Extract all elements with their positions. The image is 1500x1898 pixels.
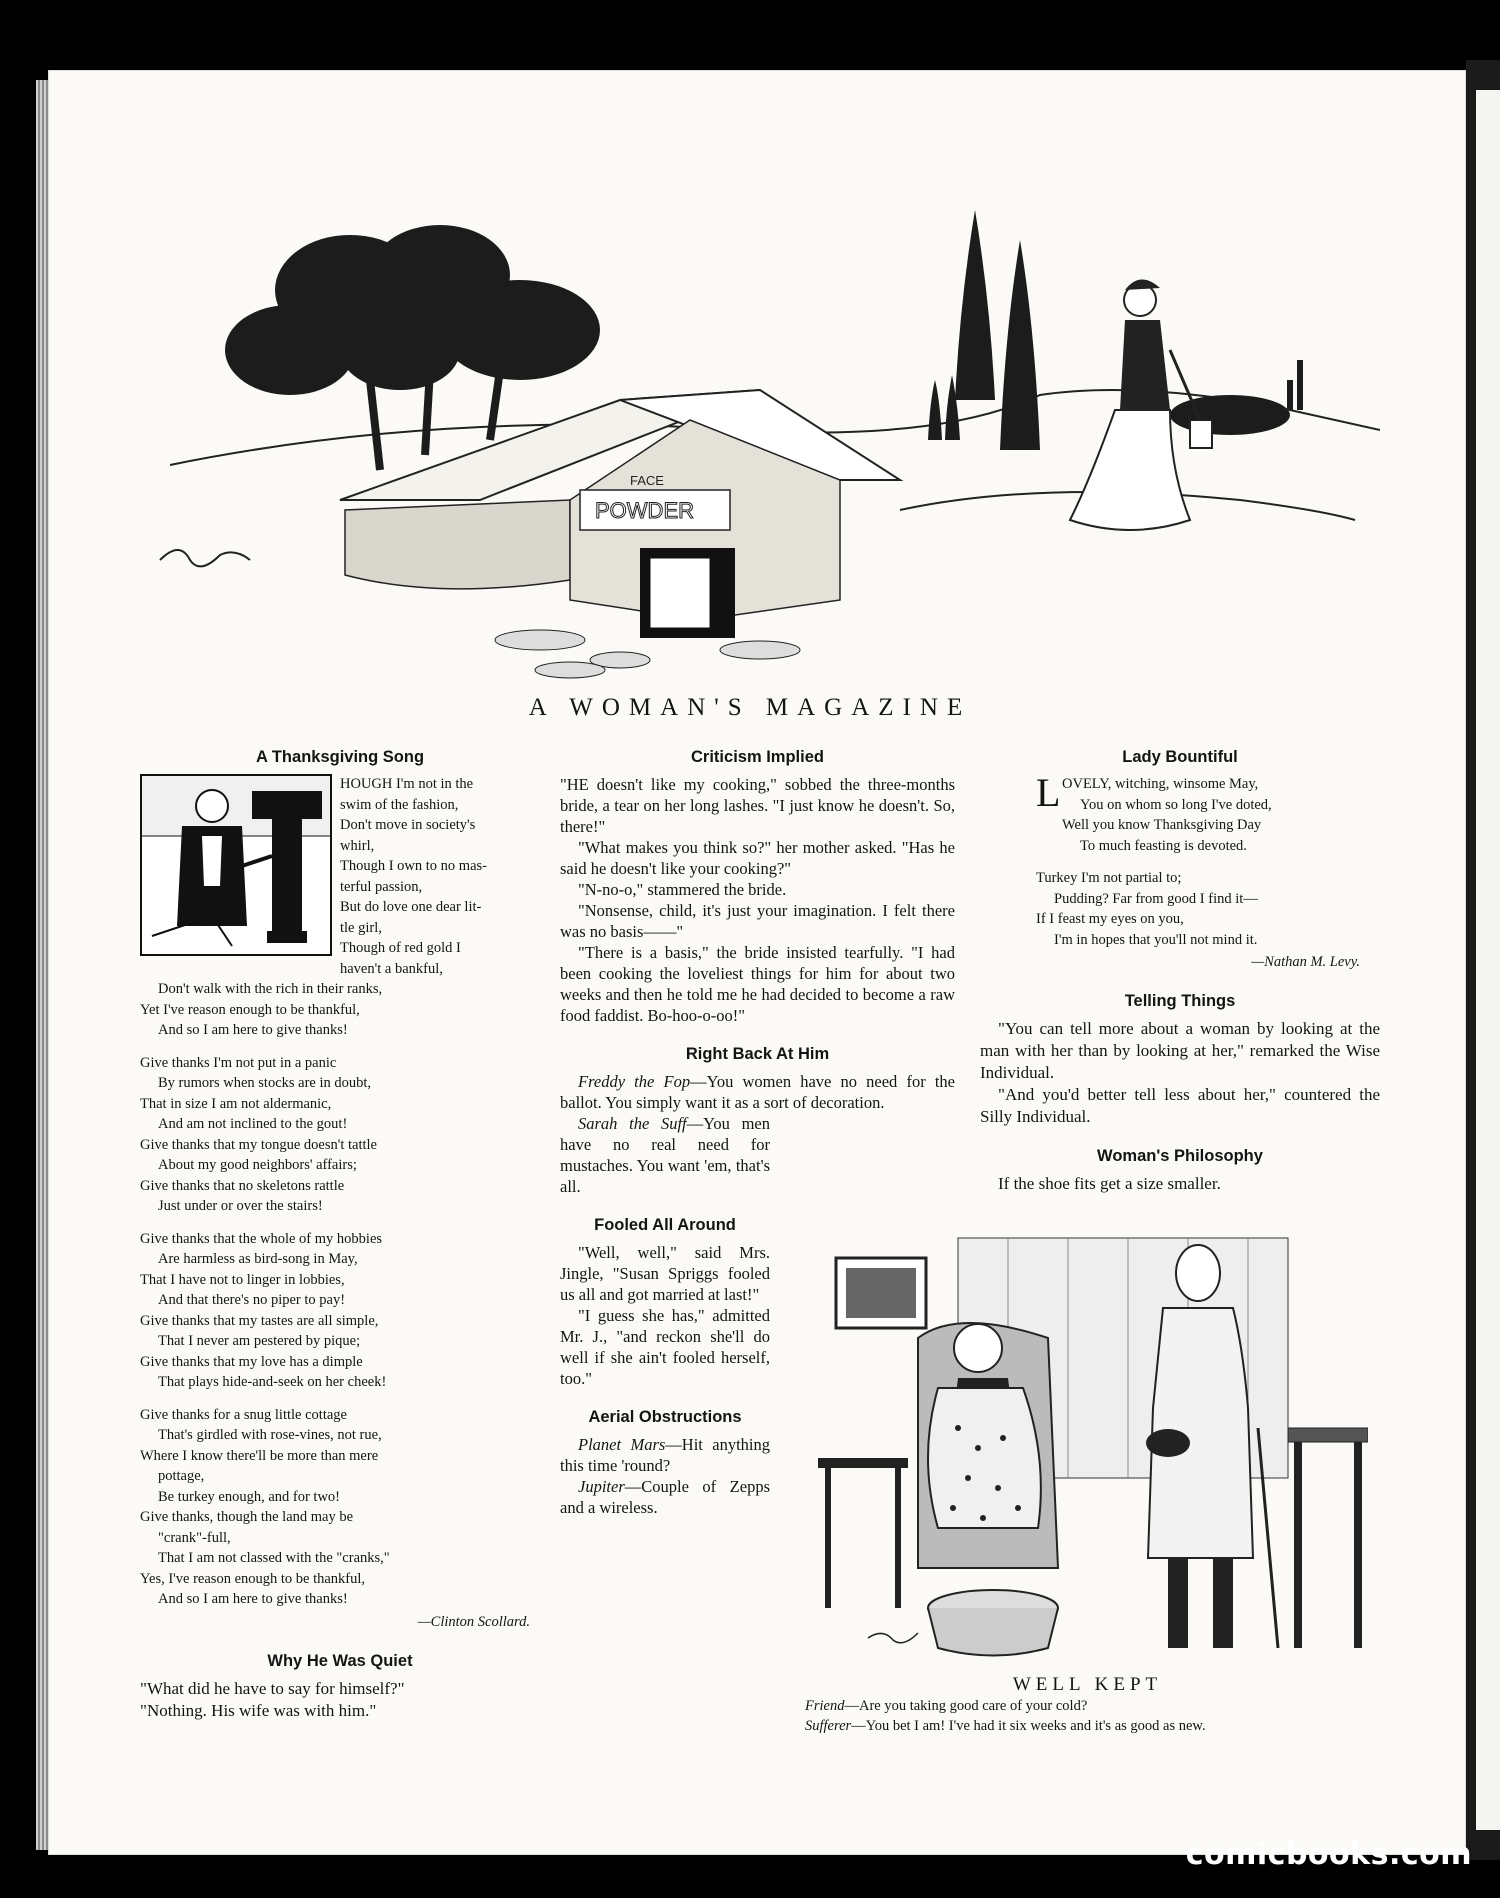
criticism-first-paragraph: "HE doesn't like my cooking," sobbed the three-months bride, a tear on her long lashes. "I just know he doesn't. So, there!": [560, 775, 955, 836]
poem-line: And am not inclined to the gout!: [158, 1116, 348, 1132]
lady-bountiful-attribution: —Nathan M. Levy.: [1251, 954, 1360, 970]
why-quiet-title: Why He Was Quiet: [267, 1651, 413, 1670]
poem-line: swim of the fashion,: [340, 796, 459, 813]
thanksgiving-song-title: A Thanksgiving Song: [255, 748, 425, 766]
aerial-title: Aerial Obstructions: [588, 1408, 742, 1426]
poem-line: And so I am here to give thanks!: [158, 1591, 348, 1607]
lady-bountiful-stanza-2: [980, 868, 1380, 950]
site-watermark: comicbooks.com: [1185, 1837, 1472, 1872]
poem-line: And that there's no piper to pay!: [158, 1292, 346, 1308]
dialogue-text: —Couple of Zepps and a wireless.: [560, 1477, 770, 1517]
poem-line: If I feast my eyes on you,: [1036, 911, 1184, 927]
poem-line: Don't walk with the rich in their ranks,: [158, 981, 383, 997]
philosophy-title: Woman's Philosophy: [1097, 1147, 1263, 1165]
poem-line: By rumors when stocks are in doubt,: [158, 1075, 372, 1091]
telling-paragraph: "And you'd better tell less about her," countered the Silly Individual.: [980, 1085, 1380, 1126]
poem-line: "crank"-full,: [158, 1529, 231, 1546]
drop-cap-letter: L: [1036, 770, 1061, 815]
sign-powder-text: POWDER: [595, 498, 694, 523]
criticism-paragraph: "What makes you think so?" her mother asked. "Has he said he doesn't like your cooking?": [560, 838, 955, 878]
poem-line: Be turkey enough, and for two!: [158, 1488, 341, 1505]
right-column: [980, 747, 1380, 1194]
poem-line: whirl,: [340, 837, 375, 854]
right-back-paragraph-2: [560, 1113, 770, 1197]
criticism-title: Criticism Implied: [691, 748, 824, 766]
dialogue-text: —Are you taking good care of your cold?: [844, 1698, 1088, 1714]
poem-line: Give thanks that my tongue doesn't tattle: [140, 1136, 377, 1153]
poem-line: You on whom so long I've doted,: [1080, 796, 1272, 813]
poem-line: haven't a bankful,: [340, 960, 443, 977]
poem-line: tle girl,: [340, 919, 382, 936]
philosophy-text: If the shoe fits get a size smaller.: [998, 1174, 1221, 1193]
poem-line: Yes, I've reason enough to be thankful,: [140, 1570, 366, 1587]
speaker-name: Sufferer: [805, 1718, 852, 1734]
fooled-title: Fooled All Around: [594, 1216, 736, 1234]
well-kept-cartoon: [808, 1228, 1368, 1673]
poem-line: And so I am here to give thanks!: [158, 1022, 348, 1038]
fooled-paragraph: "Well, well," said Mrs. Jingle, "Susan Spriggs fooled us all and got married at last!": [560, 1243, 770, 1304]
aerial-paragraph-1: [560, 1434, 770, 1476]
face-powder-cellar-illustration: [140, 180, 1380, 680]
poem-line: That I have not to linger in lobbies,: [140, 1271, 345, 1288]
criticism-paragraph: "There is a basis," the bride insisted tearfully. "I had been cooking the loveliest things for him for about two weeks and then he told me he had decided to become a raw food faddist. Bo-hoo-o-oo!": [560, 943, 955, 1025]
poem-line: That I never am pestered by pique;: [158, 1333, 361, 1349]
criticism-paragraph: "Nonsense, child, it's just your imagination. I felt there was no basis——": [560, 901, 955, 941]
well-kept-line-2: [805, 1716, 1370, 1736]
lady-bountiful-title: Lady Bountiful: [1122, 748, 1238, 766]
poem-line: Pudding? Far from good I find it—: [1054, 890, 1258, 907]
masthead: A WOMAN'S MAGAZINE: [528, 694, 972, 721]
speaker-name: Friend: [805, 1698, 845, 1714]
lady-bountiful-stanza-1: [980, 770, 1380, 856]
poem-line: That in size I am not aldermanic,: [140, 1095, 332, 1112]
poem-line: About my good neighbors' affairs;: [158, 1157, 357, 1173]
right-back-paragraph-1: [560, 1071, 955, 1113]
poem-line: To much feasting is devoted.: [1080, 837, 1247, 854]
thanksgiving-song-attribution: —Clinton Scollard.: [417, 1613, 530, 1630]
poem-line: Turkey I'm not partial to;: [1036, 870, 1182, 886]
well-kept-line-1: [805, 1696, 1370, 1716]
poem-line: Are harmless as bird-song in May,: [158, 1251, 358, 1267]
poem-line: Where I know there'll be more than mere: [140, 1447, 379, 1464]
aerial-paragraph-2: [560, 1476, 770, 1518]
poem-line: Give thanks for a snug little cottage: [140, 1406, 347, 1423]
speaker-name: Planet Mars: [578, 1435, 666, 1454]
poem-line: OVELY, witching, winsome May,: [1062, 776, 1259, 792]
well-kept-caption: [805, 1674, 1370, 1736]
poem-line: Though I own to no mas-: [340, 858, 487, 874]
poem-line: That plays hide-and-seek on her cheek!: [158, 1374, 387, 1390]
poem-line: I'm in hopes that you'll not mind it.: [1054, 931, 1258, 948]
poem-line: Just under or over the stairs!: [158, 1198, 323, 1214]
speaker-name: Freddy the Fop: [578, 1072, 691, 1091]
speaker-name: Jupiter: [578, 1477, 625, 1496]
telling-paragraph: "You can tell more about a woman by looking at the man with her than by looking at her," remarked the Wise Individual.: [980, 1019, 1380, 1082]
next-page-edge: [1476, 90, 1500, 1830]
thanksgiving-song-poem: [140, 774, 540, 1633]
poem-line: terful passion,: [340, 878, 423, 895]
criticism-paragraph: "N-no-o," stammered the bride.: [578, 880, 787, 899]
poem-line: Yet I've reason enough to be thankful,: [140, 1001, 360, 1018]
poem-line: Give thanks that my love has a dimple: [140, 1353, 363, 1370]
right-back-title: Right Back At Him: [685, 1045, 830, 1063]
poem-line: Give thanks, though the land may be: [140, 1509, 354, 1525]
butler-drop-cap-illustration: [140, 774, 332, 956]
sign-face-text: FACE: [630, 473, 664, 488]
left-column: [140, 747, 540, 1722]
poem-line: Though of red gold I: [340, 940, 461, 956]
poem-line: Give thanks that my tastes are all simple,: [140, 1312, 379, 1329]
why-quiet-line-2: "Nothing. His wife was with him.": [140, 1700, 377, 1720]
well-kept-title: WELL KEPT: [1012, 1674, 1163, 1695]
dialogue-text: —You men have no real need for mustaches. You want 'em, that's all.: [560, 1114, 771, 1196]
poem-line: But do love one dear lit-: [340, 899, 482, 915]
poem-line: Well you know Thanksgiving Day: [1062, 817, 1262, 833]
poem-line: Give thanks that the whole of my hobbies: [140, 1230, 383, 1247]
poem-line: That's girdled with rose-vines, not rue,: [158, 1427, 382, 1443]
fooled-paragraph: "I guess she has," admitted Mr. J., "and reckon she'll do well if she ain't fooled herself, too.": [560, 1306, 770, 1388]
dialogue-text: —Hit anything this time 'round?: [560, 1435, 770, 1475]
poem-line: Give thanks I'm not put in a panic: [140, 1054, 337, 1071]
poem-line: pottage,: [158, 1468, 205, 1484]
poem-line: That I am not classed with the "cranks,": [158, 1550, 390, 1566]
speaker-name: Sarah the Suff: [578, 1114, 687, 1133]
dialogue-text: —You women have no need for the ballot. You simply want it as a sort of decoration.: [560, 1072, 955, 1112]
poem-line: Give thanks that no skeletons rattle: [140, 1177, 345, 1194]
telling-title: Telling Things: [1124, 992, 1236, 1010]
dialogue-text: —You bet I am! I've had it six weeks and it's as good as new.: [851, 1718, 1206, 1734]
poem-line: HOUGH I'm not in the: [340, 776, 474, 792]
poem-line: Don't move in society's: [340, 817, 476, 833]
why-quiet-line-1: "What did he have to say for himself?": [140, 1678, 405, 1698]
